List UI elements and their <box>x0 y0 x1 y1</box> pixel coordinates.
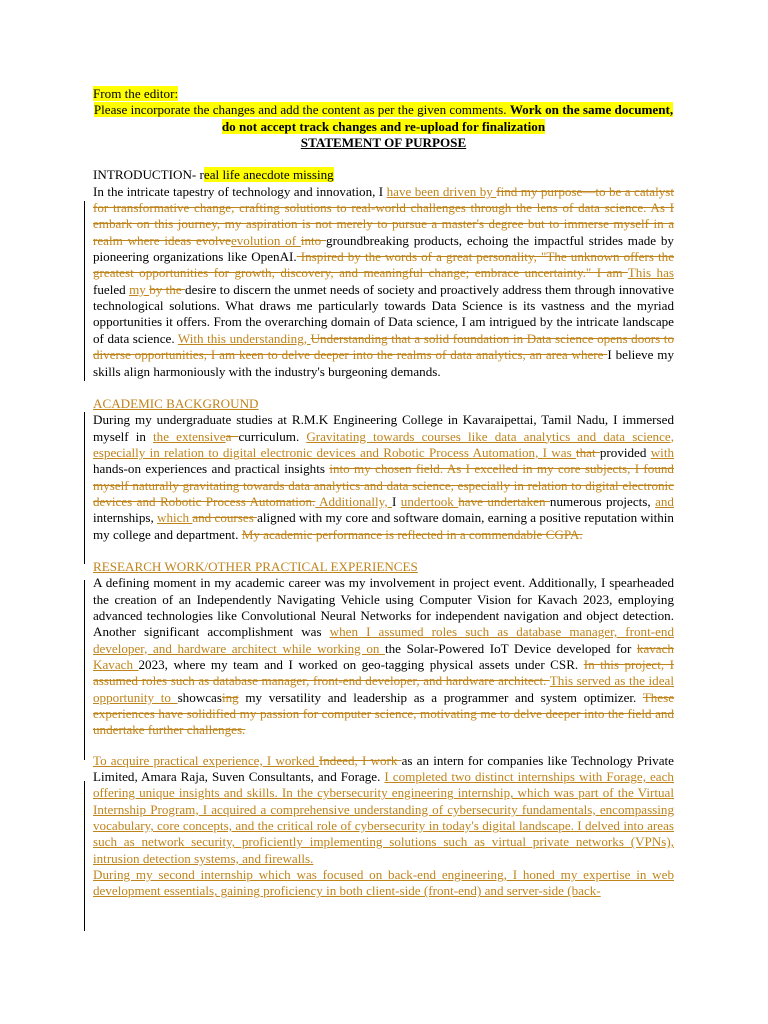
document-body <box>93 86 674 900</box>
academic-paragraph: During my undergraduate studies at R.M.K Engineering College in Kavaraipettai, Tamil Nadu, I immersed myself in the extensivea curriculum. Gravitating towards courses like data analytics and data science, especially in relation to digital electronic devices and Robotic Process Automation, I was that provided with hands-on experiences and practical insights into my chosen field. As I excelled in my core subjects, I found myself naturally gravitating towards data analytics and data science, especially in relation to digital electronic devices and Robotic Process Automation. Additionally, I undertook have undertaken numerous projects, and internships, which and courses aligned with my core and software domain, earning a positive reputation within my college and department. My academic performance is reflected in a commendable CGPA. <box>93 412 674 542</box>
page-title: STATEMENT OF PURPOSE <box>300 135 467 151</box>
research-paragraph: A defining moment in my academic career was my involvement in project event. Additionally, I spearheaded the creation of an Independently Navigating Vehicle using Computer Vision for Kavach 2023, employing advanced technologies like Convolutional Neural Networks for independent navigation and object detection. Another significant accomplishment was when I assumed roles such as database manager, front-end developer, and hardware architect while working on the Solar-Powered IoT Device developed for kavach Kavach 2023, where my team and I worked on geo-tagging physical assets under CSR. In this project, I assumed roles such as database manager, front-end developer, and hardware architect. This served as the ideal opportunity to showcasing my versatility and leadership as a programmer and system optimizer. These experiences have solidified my passion for computer science, motivating me to delve deeper into the field and undertake further challenges. <box>93 575 675 738</box>
change-bar <box>84 412 85 564</box>
internship-paragraph: To acquire practical experience, I worked Indeed, I work as an intern for companies like Technology Private Limited, Amara Raja, Suven Consultants, and Forage. I completed two distinct internships with Forage, each offering unique insights and skills. In the cybersecurity engineering internship, which was part of the Virtual Internship Program, I acquired a comprehensive understanding of cybersecurity fundamentals, encompassing vocabulary, core concepts, and the critical role of cybersecurity in today's digital landscape. I delved into areas such as network security, proficiently implementing solutions such as virtual private networks (VPNs), intrusion detection systems, and firewalls. <box>93 752 674 866</box>
change-bar <box>84 201 85 381</box>
editor-instruction: Please incorporate the changes and add the content as per the given comments. Work on the same document, do not accept track changes and re-upload for finalization <box>93 102 674 134</box>
comment-highlight: eal life anecdote missing <box>203 167 334 183</box>
change-bar <box>84 580 85 760</box>
change-bar <box>84 781 85 931</box>
editor-label: From the editor: <box>93 86 179 101</box>
academic-heading: ACADEMIC BACKGROUND <box>93 395 259 411</box>
intro-paragraph: In the intricate tapestry of technology and innovation, I have been driven by find my purpose—to be a catalyst for transformative change, crafting solutions to real-world challenges through the lens of data science. As I embark on this journey, my aspiration is not merely to pursue a master's degree but to immerse myself in a realm where ideas evolveevolution of into groundbreaking products, echoing the impactful strides made by pioneering organizations like OpenAI. Inspired by the words of a great personality, "The unknown offers the greatest opportunities for growth, discovery, and meaningful change; embrace uncertainty." I am This has fueled my by the desire to discern the unmet needs of society and proactively address them through innovative technological solutions. What draws me particularly towards Data Science is its vastness and the myriad opportunities it offers. From the overarching domain of Data science, I am intrigued by the intricate landscape of data science. With this understanding, Understanding that a solid foundation in Data science opens doors to diverse opportunities, I am keen to delve deeper into the realms of data analytics, an area where I believe my skills align harmoniously with the industry's burgeoning demands. <box>93 183 675 379</box>
research-heading: RESEARCH WORK/OTHER PRACTICAL EXPERIENCES <box>93 558 418 574</box>
internship-paragraph-2: During my second internship which was focused on back-end engineering, I honed my expertise in web development essentials, gaining proficiency in both client-side (front-end) and server-side (back- <box>93 867 674 899</box>
intro-heading: INTRODUCTION- real life anecdote missing <box>93 167 334 183</box>
